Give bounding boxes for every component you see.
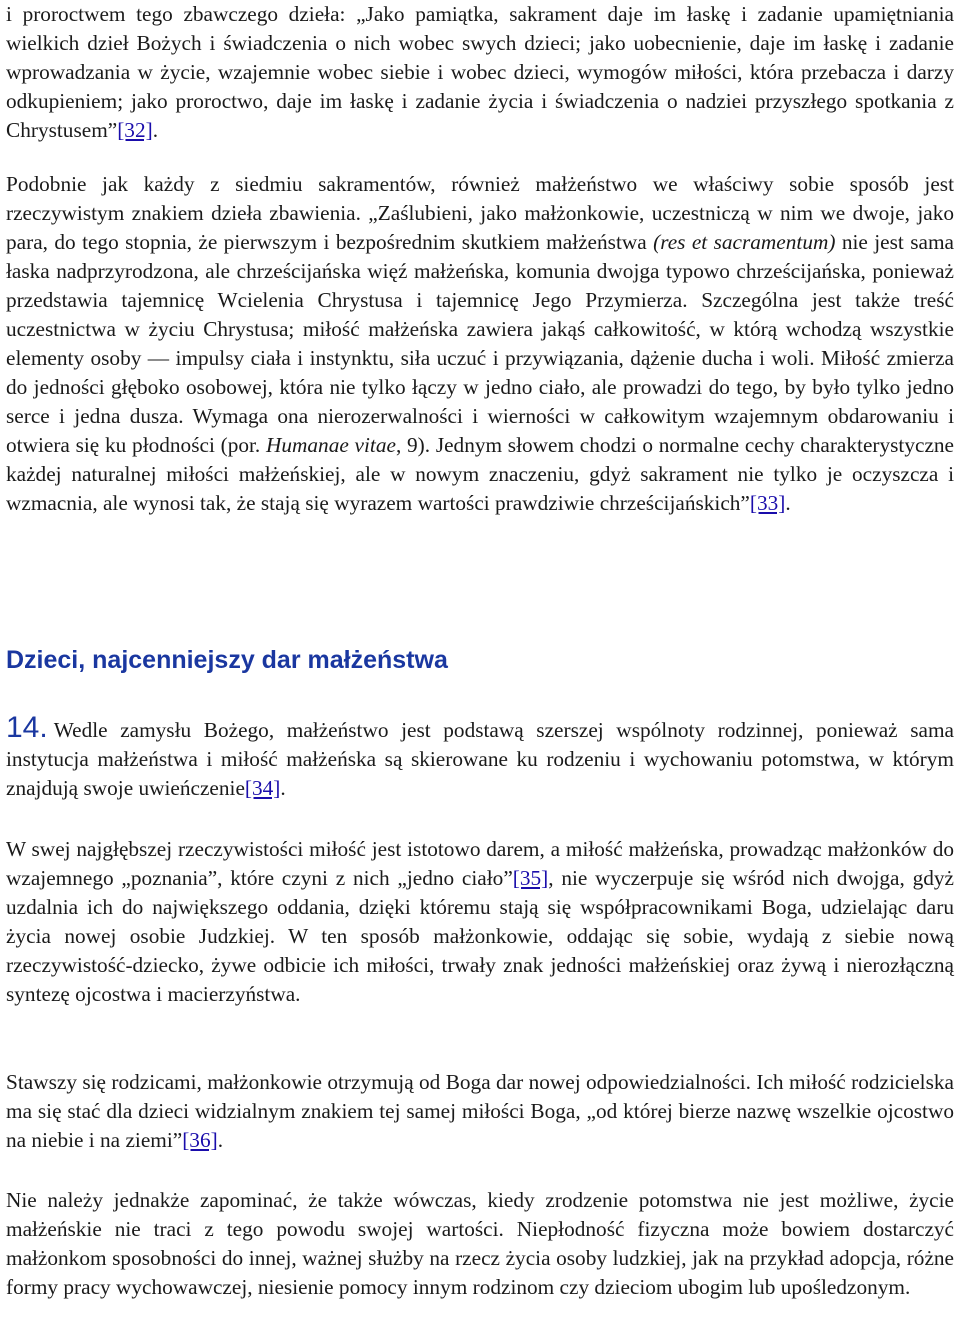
- paragraph-text: Nie należy jednakże zapominać, że także wówczas, kiedy zrodzenie potomstwa nie jest możliwe, życie małżeńskie nie traci z tego powodu swojej wartości. Niepłodność fizyczna może bowiem dostarczyć małżonkom sposobności do innej, ważnej służby na rzecz życia osoby ludzkiej, jak na przykład adopcja, różne formy pracy wychowawczej, niesienie pomocy innym rodzinom czy dzieciom ubogim lub upośledzonym.: [6, 1188, 954, 1299]
- italic-humanae-vitae: Humanae vitae: [265, 433, 396, 457]
- italic-res-et-sacramentum: (res et sacramentum): [653, 230, 836, 254]
- paragraph-end: .: [217, 1128, 224, 1152]
- paragraph-number: 14.: [6, 711, 48, 744]
- footnote-link-34[interactable]: [34]: [244, 776, 281, 800]
- paragraph-sacrament-memorial: [6, 0, 954, 145]
- footnote-link-32[interactable]: [32]: [117, 118, 153, 142]
- paragraph-infertility: [6, 1186, 954, 1302]
- paragraph-end: .: [152, 118, 159, 142]
- paragraph-text: , 9). Jednym słowem chodzi o normalne cechy charakterystyczne każdej naturalnej miłości małżeńskiej, ale w nowym znaczeniu, gdyż sakrament nie tylko je oczyszcza i wzmacnia, ale wynosi tak, że stają się wyrazem wartości prawdziwie chrześcijańskich”: [6, 433, 954, 515]
- paragraph-love-as-gift: [6, 835, 954, 1009]
- paragraph-text: Wedle zamysłu Bożego, małżeństwo jest podstawą szerszej wspólnoty rodzinnej, ponieważ sama instytucja małżeństwa i miłość małżeńska są skierowane ku rodzeniu i wychowaniu potomstwa, w którym znajdują swoje uwieńczenie: [6, 718, 954, 800]
- paragraph-end: .: [785, 491, 791, 515]
- paragraph-text: , nie wyczerpuje się wśród nich dwojga, gdyż uzdalnia ich do największego oddania, dzięki któremu stają się współpracownikami Boga, udzielając daru życia nowej osobie Judzkiej. W ten sposób małżonkowie, oddając się sobie, wydają z siebie nową rzeczywistość-dziecko, żywe odbicie ich miłości, trwały znak jedności małżeńskiej oraz żywą i nierozłączną syntezę ojcostwa i macierzyństwa.: [6, 866, 954, 1006]
- paragraph-text: Stawszy się rodzicami, małżonkowie otrzymują od Boga dar nowej odpowiedzialności. Ich miłość rodzicielska ma się stać dla dzieci widzialnym znakiem tej samej miłości Boga, „od której bierze nazwę wszelkie ojcostwo na niebie i na ziemi”: [6, 1070, 954, 1152]
- section-heading: Dzieci, najcenniejszy dar małżeństwa: [6, 646, 448, 674]
- footnote-link-33[interactable]: [33]: [749, 491, 786, 515]
- paragraph-text: W swej najgłębszej rzeczywistości miłość jest istotowo darem, a miłość małżeńska, prowadząc małżonków do wzajemnego „poznania”, które czyni z nich „jedno ciało”: [6, 837, 954, 890]
- paragraph-parents-responsibility: [6, 1068, 954, 1155]
- paragraph-14: [6, 713, 954, 803]
- paragraph-end: .: [280, 776, 286, 800]
- paragraph-sign-of-salvation: [6, 170, 954, 518]
- paragraph-text: nie jest sama łaska nadprzyrodzona, ale chrześcijańska więź małżeńska, komunia dwojga typowo chrześcijańska, ponieważ przedstawia tajemnicę Wcielenia Chrystusa i tajemnicę Jego Przymierza. Szczególna jest także treść uczestnictwa w życiu Chrystusa; miłość małżeńska zawiera jakąś całkowitość, w którą wchodzą wszystkie elementy osoby — impulsy ciała i instynktu, siła uczuć i przywiązania, dążenie ducha i woli. Miłość zmierza do jedności głęboko osobowej, która nie tylko łączy w jedno ciało, ale prowadzi do tego, by było tylko jedno serce i jedna dusza. Wymaga ona nierozerwalności i wierności w całkowitym wzajemnym obdarowaniu i otwiera się ku płodności (por.: [6, 230, 954, 457]
- footnote-link-35[interactable]: [35]: [512, 866, 549, 890]
- footnote-link-36[interactable]: [36]: [182, 1128, 218, 1152]
- paragraph-text: Podobnie jak każdy z siedmiu sakramentów, również małżeństwo we właściwy sobie sposób jest rzeczywistym znakiem dzieła zbawienia. „Zaślubieni, jako małżonkowie, uczestniczą w nim we dwoje, jako para, do tego stopnia, że pierwszym i bezpośrednim skutkiem małżeństwa: [6, 172, 954, 254]
- paragraph-text: i proroctwem tego zbawczego dzieła: „Jako pamiątka, sakrament daje im łaskę i zadanie upamiętniania wielkich dzieł Bożych i świadczenia o nich wobec swych dzieci; jako uobecnienie, daje im łaskę i zadanie wprowadzania w życie, wzajemnie wobec siebie i wobec dzieci, wymogów miłości, która przebacza i darzy odkupieniem; jako proroctwo, daje im łaskę i zadanie życia i świadczenia o nadziei przyszłego spotkania z Chrystusem”: [6, 2, 954, 142]
